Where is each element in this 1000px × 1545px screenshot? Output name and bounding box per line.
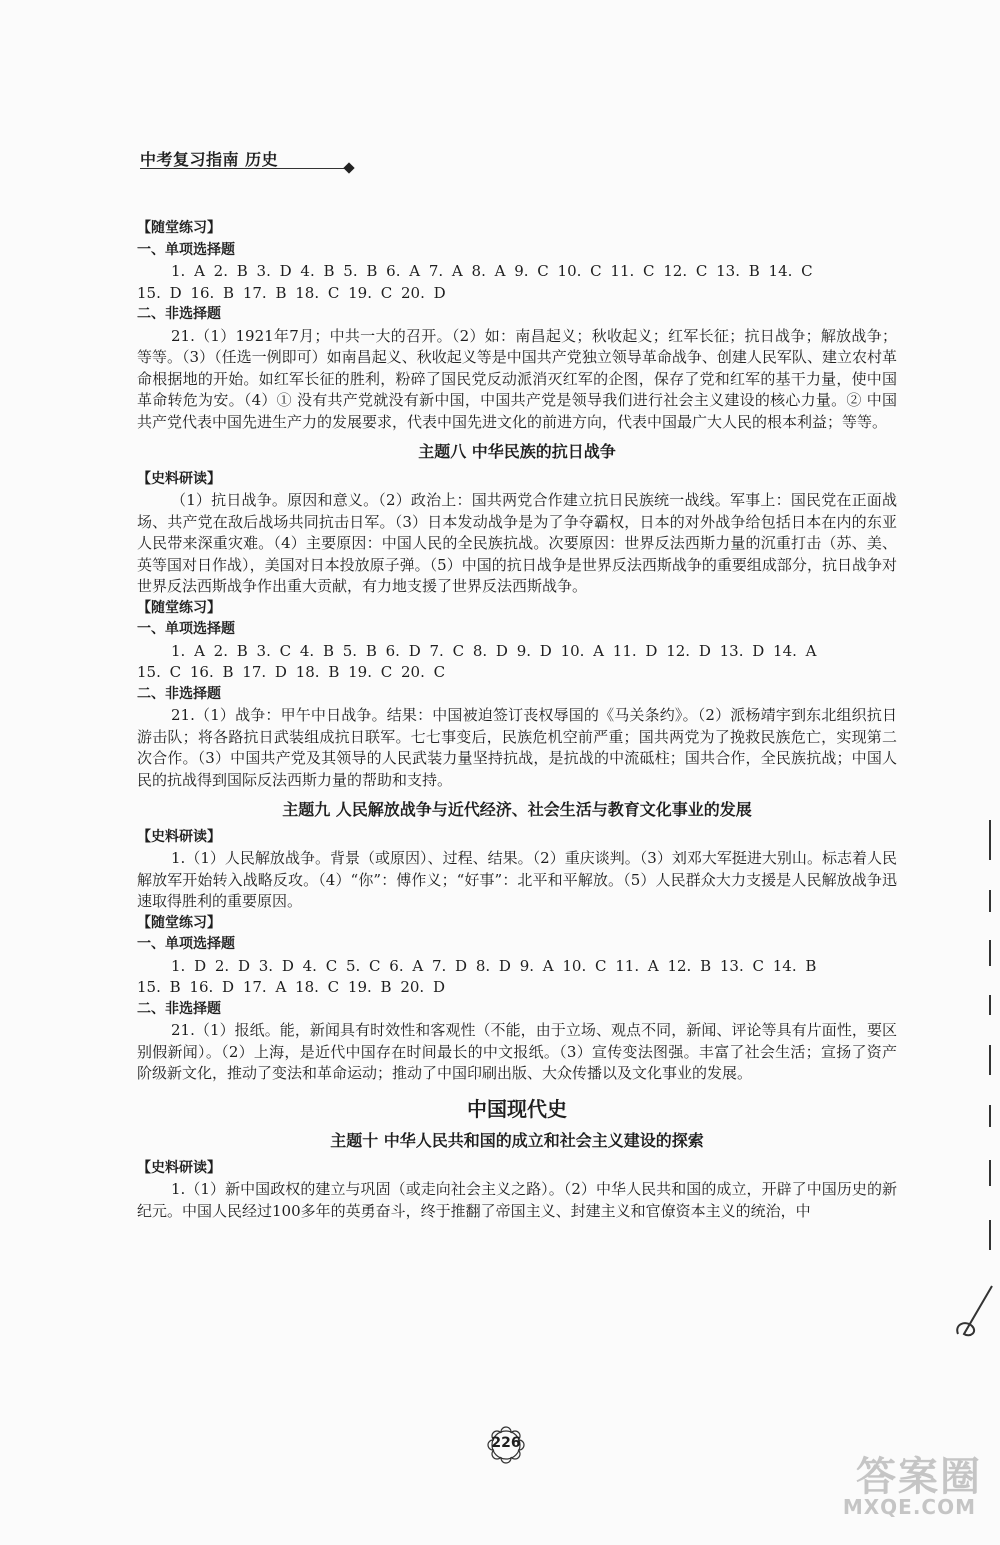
diamond-icon [343, 162, 354, 173]
header-rule [140, 168, 350, 169]
answer-row: 15. D 16. B 17. B 18. C 19. C 20. D [137, 283, 446, 302]
answer-row: 15. C 16. B 17. D 18. B 19. C 20. C [137, 663, 446, 681]
era-heading: 中国现代史 [467, 1096, 567, 1121]
answer-paragraph: 21.（1）1921年7月；中共一大的召开。（2）如：南昌起义；秋收起义；红军长征；抗日战争；解放战争；等等。（3）（任选一例即可）如南昌起义、秋收起义等是中国共产党独立领导革命战争、创建人民军队、建立农村革命根据地的开始。如红军长征的胜利，粉碎了国民党反动派消灭红军的企图，保存了党和红军的基干力量，使中国革命转危为安。（4）① 没有共产党就没有新中国，中国共产党是领导我们进行社会主义建设的核心力量。② 中国共产党代表中国先进生产力的发展要求，代表中国先进文化的前进方向，代表中国最广大人民的根本利益；等等。 [137, 326, 897, 431]
answer-paragraph: 1.（1）新中国政权的建立与巩固（或走向社会主义之路）。（2）中华人民共和国的成立，开辟了中国历史的新纪元。中国人民经过100多年的英勇奋斗，终于推翻了帝国主义、封建主义和官僚资本主义的统治，中 [137, 1180, 897, 1220]
question-type-heading: 一、单项选择题 [137, 936, 235, 952]
answer-row: 1. A 2. B 3. D 4. B 5. B 6. A 7. A 8. A 9. C 10. C 11. C 12. C 13. B 14. C [171, 262, 813, 280]
section-label: 【随堂练习】 [137, 220, 221, 236]
watermark [832, 1445, 982, 1525]
section-label: 【史料研读】 [137, 828, 221, 845]
section-label: 【随堂练习】 [137, 914, 221, 931]
page-number: 226 [491, 1435, 521, 1451]
header-title: 中考复习指南 历史 [140, 150, 279, 169]
running-header [140, 147, 360, 167]
page-content [137, 218, 897, 1222]
answer-paragraph: 21.（1）战争：甲午中日战争。结果：中国被迫签订丧权辱国的《马关条约》。（2）派杨靖宇到东北组织抗日游击队；将各路抗日武装组成抗日联军。七七事变后，民族危机空前严重；国共两党为了挽救民族危亡，实现第二次合作。（3）中国共产党及其领导的人民武装力量坚持抗战，是抗战的中流砥柱；国共合作，全民族抗战；中国人民的抗战得到国际反法西斯力量的帮助和支持。 [137, 706, 897, 789]
question-type-heading: 二、非选择题 [137, 1000, 221, 1017]
answer-paragraph: 21.（1）报纸。能，新闻具有时效性和客观性（不能，由于立场、观点不同，新闻、评论等具有片面性，要区别假新闻）。（2）上海，是近代中国存在时间最长的中文报纸。（3）宣传变法图强。丰富了社会生活；宣扬了资产阶级新文化，推动了变法和革命运动；推动了中国印刷出版、大众传播以及文化事业的发展。 [137, 1021, 897, 1082]
answer-row: 1. D 2. D 3. D 4. C 5. C 6. A 7. D 8. D 9. A 10. C 11. A 12. B 13. C 14. B [171, 956, 817, 975]
theme-heading: 主题八 中华民族的抗日战争 [418, 442, 616, 461]
answer-paragraph: 1.（1）人民解放战争。背景（或原因）、过程、结果。（2）重庆谈判。（3）刘邓大军挺进大别山。标志着人民解放军开始转入战略反攻。（4）“你”：傅作义；“好事”：北平和平解放。（5）人民群众大力支援是人民解放战争迅速取得胜利的重要原因。 [137, 849, 897, 910]
question-type-heading: 一、单项选择题 [137, 241, 235, 258]
theme-heading: 主题十 中华人民共和国的成立和社会主义建设的探索 [330, 1131, 704, 1150]
answer-paragraph: （1）抗日战争。原因和意义。（2）政治上：国共两党合作建立抗日民族统一战线。军事上：国民党在正面战场、共产党在敌后战场共同抗击日军。（3）日本发动战争是为了争夺霸权，日本的对外战争给包括日本在内的东亚人民带来深重灾难。（4）主要原因：中国人民的全民族抗战。次要原因：世界反法西斯力量的沉重打击（苏、美、英等国对日作战），美国对日本投放原子弹。（5）中国的抗日战争是世界反法西斯战争的重要组成部分，抗日战争对世界反法西斯战争作出重大贡献，有力地支援了世界反法西斯战争。 [137, 491, 897, 595]
section-label: 【史料研读】 [137, 470, 221, 487]
watermark-logo: 答案圈 [856, 1454, 982, 1500]
page-number-badge [485, 1424, 527, 1466]
watermark-url: MXQE.COM [842, 1495, 976, 1519]
section-label: 【随堂练习】 [137, 599, 221, 616]
question-type-heading: 一、单项选择题 [137, 621, 235, 637]
answer-row: 1. A 2. B 3. C 4. B 5. B 6. D 7. C 8. D 9. D 10. A 11. D 12. D 13. D 14. A [171, 641, 817, 660]
binding-clip-icon [952, 1280, 998, 1340]
binding-marks [985, 820, 997, 1280]
question-type-heading: 二、非选择题 [137, 306, 221, 322]
section-label: 【史料研读】 [137, 1159, 221, 1176]
theme-heading: 主题九 人民解放战争与近代经济、社会生活与教育文化事业的发展 [282, 800, 752, 819]
question-type-heading: 二、非选择题 [137, 685, 221, 702]
answer-row: 15. B 16. D 17. A 18. C 19. B 20. D [137, 978, 445, 996]
